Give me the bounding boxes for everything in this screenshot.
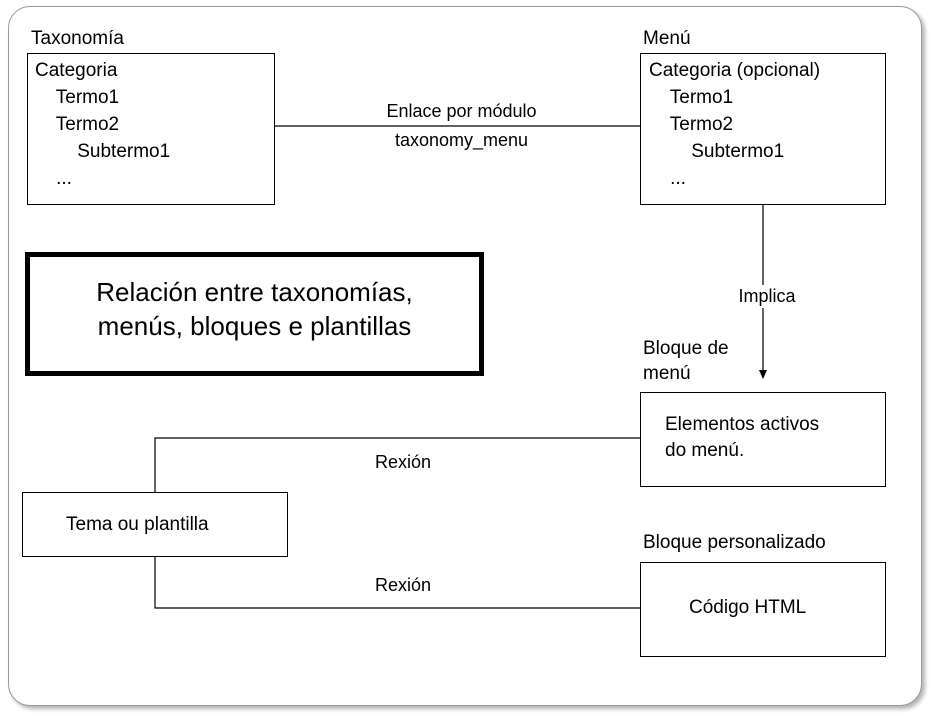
custom-block-line-0: Código HTML <box>689 597 807 618</box>
menu-line-1: Termo1 <box>649 87 734 108</box>
edge-label-rexion-bottom: Rexión <box>340 574 466 597</box>
taxonomy-line-4: ... <box>35 168 72 189</box>
edge-label-implica: Implica <box>703 285 831 308</box>
menu-caption: Menú <box>643 28 691 49</box>
menu-line-4: ... <box>649 168 686 189</box>
edge-label-taxonomy-menu-line1: Enlace por módulo <box>355 100 568 123</box>
taxonomy-line-3: Subtermo1 <box>35 141 171 162</box>
taxonomy-line-2: Termo2 <box>35 114 120 135</box>
menu-line-3: Subtermo1 <box>649 141 785 162</box>
menu-block-caption-line1: Bloque de <box>643 338 729 359</box>
custom-block-caption: Bloque personalizado <box>643 532 826 553</box>
title-text-line2: menús, bloques e plantillas <box>97 311 412 341</box>
theme-line-0: Tema ou plantilla <box>66 514 209 535</box>
menu-line-0: Categoria (opcional) <box>649 60 821 81</box>
taxonomy-line-1: Termo1 <box>35 87 120 108</box>
menu-line-2: Termo2 <box>649 114 734 135</box>
menu-block-line-1: do menú. <box>665 440 745 461</box>
edge-label-taxonomy-menu-line2: taxonomy_menu <box>355 129 568 152</box>
taxonomy-caption: Taxonomía <box>31 28 124 49</box>
title-text-line1: Relación entre taxonomías, <box>96 277 413 307</box>
menu-block-caption-line2: menú <box>643 363 691 384</box>
taxonomy-line-0: Categoria <box>35 60 118 81</box>
edge-label-rexion-top: Rexión <box>340 451 466 474</box>
menu-block-line-0: Elementos activos <box>665 414 820 435</box>
